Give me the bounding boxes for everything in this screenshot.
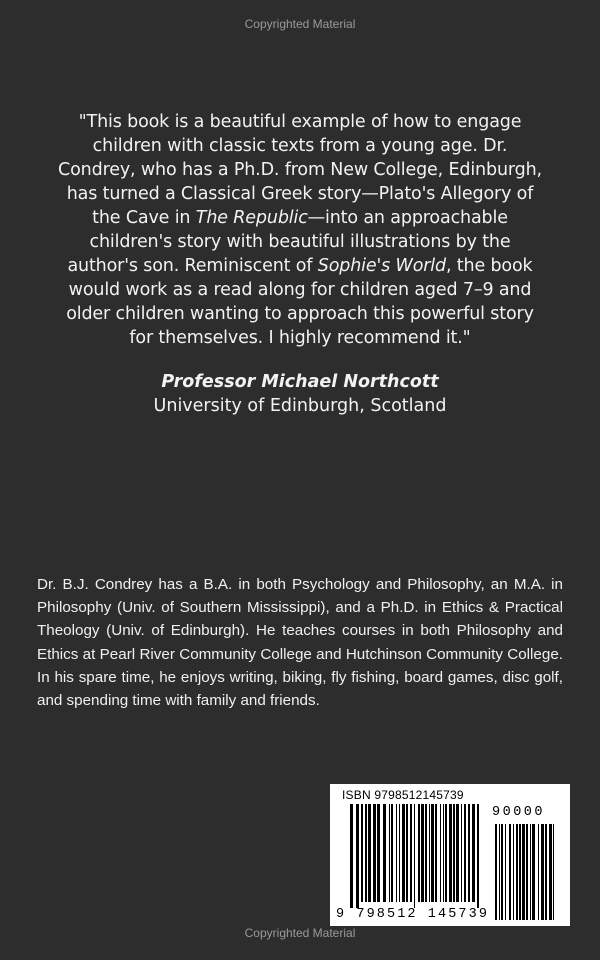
copyright-watermark-top: Copyrighted Material [244, 17, 356, 31]
barcode-bar [373, 804, 376, 902]
barcode-bar [368, 804, 371, 902]
attribution-affiliation: University of Edinburgh, Scotland [153, 396, 447, 416]
attribution-name: Professor Michael Northcott [161, 372, 439, 392]
copyright-watermark-bottom: Copyrighted Material [244, 926, 356, 940]
barcode-bar [530, 824, 531, 920]
price-code: 90000 [492, 805, 546, 820]
quote-attribution [0, 370, 600, 418]
barcode-bar [549, 824, 552, 920]
barcode-bar [365, 804, 367, 902]
barcode-bar [553, 824, 554, 920]
barcode-bar [509, 824, 511, 920]
barcode-bar [377, 804, 380, 902]
barcode-bar [461, 804, 462, 902]
barcode-bar [513, 824, 514, 920]
barcode-bar [356, 804, 359, 908]
isbn-digits: 9 798512 145739 [336, 907, 490, 922]
barcode-bar [526, 824, 528, 920]
barcode-bar [418, 804, 420, 902]
barcode-bar [435, 804, 437, 902]
barcode-bar [516, 824, 518, 920]
author-bio: Dr. B.J. Condrey has a B.A. in both Psychology and Philosophy, an M.A. in Philosophy (Univ. of Southern Mississippi), and a Ph.D. in Ethics & Practical Theology (Univ. of Edinburgh). He teaches courses in both Philosophy and Ethics at Pearl River Community College and Hutchinson Community College. In his spare time, he enjoys writing, biking, fly fishing, board games, disc golf, and spending time with family and friends. [37, 576, 563, 710]
barcode-bar [501, 824, 503, 920]
barcode-bar [399, 804, 400, 902]
barcode-bar [519, 824, 521, 920]
barcode-bar [541, 824, 544, 920]
barcode-bar [443, 804, 444, 902]
isbn-label: ISBN 9798512145739 [342, 788, 464, 802]
barcode-bar [389, 804, 390, 902]
barcode-bar [421, 804, 424, 902]
barcode-bar [499, 824, 500, 920]
barcode-bar [402, 804, 405, 902]
barcode-bar [477, 804, 479, 908]
barcode-bar [468, 804, 470, 902]
barcode-bar [456, 804, 459, 902]
barcode-bar [522, 824, 525, 920]
quote-text-3: , the book would work as a read along for children aged 7–9 and older children wanting to approach this powerful story for themselves. I highly recommend it." [66, 256, 534, 348]
barcode-bar [414, 804, 415, 908]
barcode-bar [505, 824, 506, 920]
barcode-bar [445, 804, 447, 902]
barcode-bar [361, 804, 363, 902]
barcode-bar [545, 824, 547, 920]
quote-book-title-republic: The Republic [195, 208, 308, 228]
endorsement-quote [54, 110, 546, 350]
barcode-bar [495, 824, 497, 920]
quote-text-1: "This book is a beautiful example of how to engage children with classic texts from a young age. Dr. Condrey, who has a Ph.D. from New College, Edinburgh, has turned a Classical Greek story—Plato's Allegory of the Cave in [58, 112, 542, 228]
barcode-bar [431, 804, 434, 902]
barcode-bar [429, 804, 430, 902]
barcode-bar [391, 804, 393, 902]
barcode-bar [410, 804, 412, 902]
barcode-bar [350, 804, 353, 908]
barcode-bar [440, 804, 441, 902]
barcode-bar [453, 804, 455, 902]
isbn-barcode-box [330, 784, 570, 926]
barcode-bar [449, 804, 452, 902]
barcode-bar [538, 824, 539, 920]
quote-book-title-sophies-world: Sophie's World [317, 256, 446, 276]
barcode-bar [532, 824, 535, 920]
barcode-bar [406, 804, 408, 902]
quote-text-2: —into an approachable children's story with beautiful illustrations by the author's son. Reminiscent of [67, 208, 511, 276]
barcode-bar [383, 804, 386, 902]
barcode-bar [464, 804, 466, 902]
barcode-bar [472, 804, 475, 902]
barcode-bar [396, 804, 397, 902]
barcode-bar [425, 804, 427, 902]
